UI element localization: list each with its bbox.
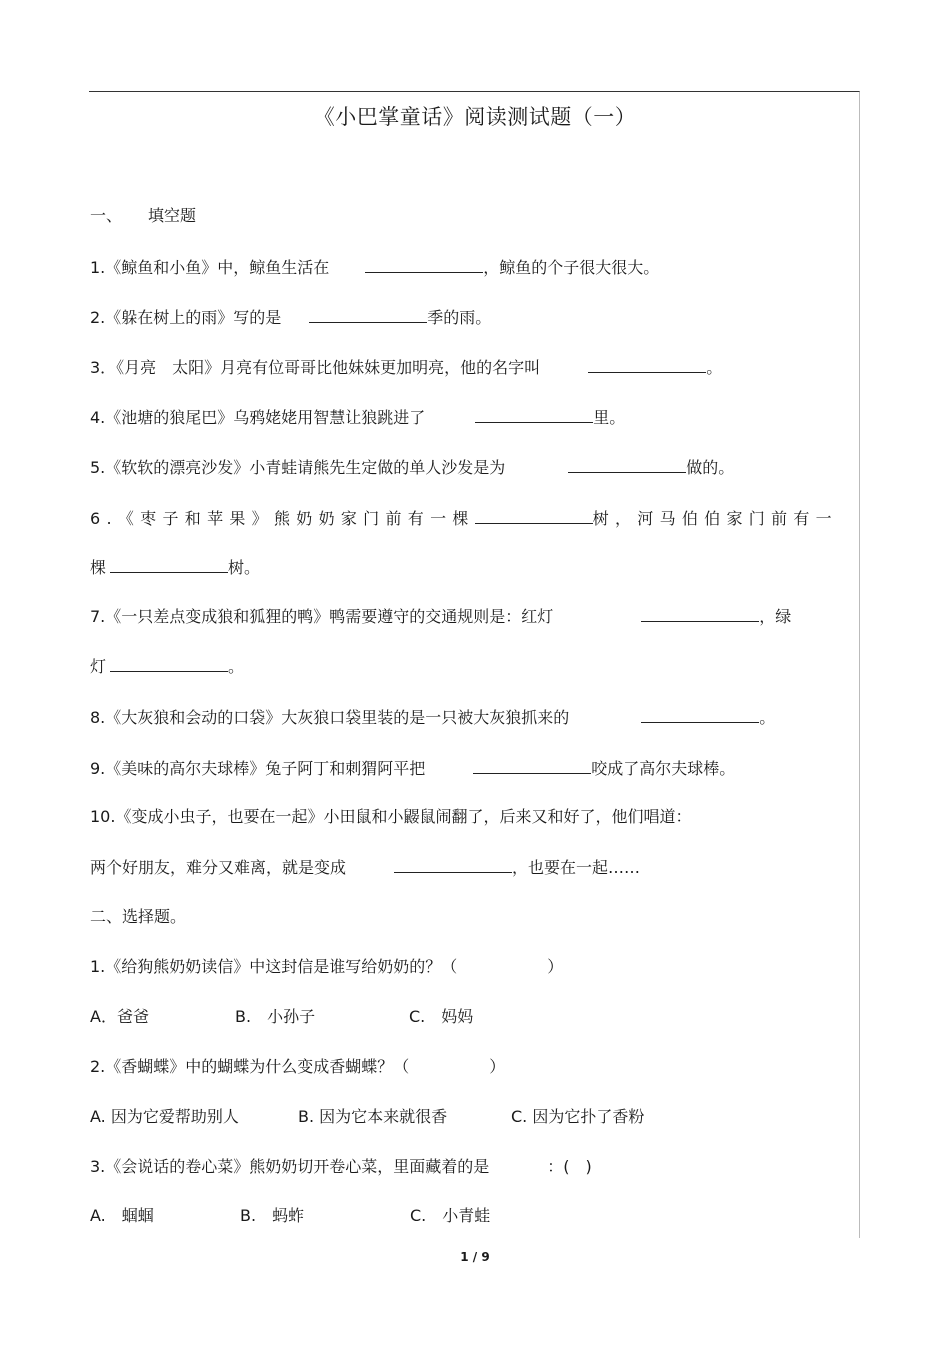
question-text: ） xyxy=(547,957,564,976)
section1-heading-text: 填空题 xyxy=(148,206,197,225)
question-text: 8.《大灰狼和会动的口袋》大灰狼口袋里装的是一只被大灰狼抓来的 xyxy=(90,708,570,727)
question-text: 咬成了高尔夫球棒。 xyxy=(591,759,736,778)
question-text: 9.《美味的高尔夫球棒》兔子阿丁和刺猬阿平把 xyxy=(90,759,426,778)
question-text: 灯 xyxy=(90,657,107,676)
answer-blank[interactable] xyxy=(110,556,228,573)
option-c[interactable]: C. 小青蛙 xyxy=(410,1206,491,1225)
choice-options-3 xyxy=(90,1205,490,1227)
fill-question-7 xyxy=(90,605,791,628)
question-text: 两个好朋友，难分又难离，就是变成 xyxy=(90,858,347,877)
answer-blank[interactable] xyxy=(365,256,483,273)
answer-blank[interactable] xyxy=(475,507,593,524)
page-number: 1 / 9 xyxy=(460,1250,490,1264)
option-b[interactable]: B. 蚂蚱 xyxy=(240,1206,305,1225)
option-a[interactable]: A．爸爸 xyxy=(90,1007,149,1026)
option-c[interactable]: C. 因为它扑了香粉 xyxy=(511,1107,645,1126)
fill-question-6 xyxy=(90,507,838,530)
question-text: 2.《躲在树上的雨》写的是 xyxy=(90,308,282,327)
choice-options-2 xyxy=(90,1106,644,1128)
fill-question-10-line2 xyxy=(90,856,640,879)
fill-question-2 xyxy=(90,306,491,329)
answer-blank[interactable] xyxy=(641,605,759,622)
question-text: 做的。 xyxy=(686,458,735,477)
option-a[interactable]: A. 蝈蝈 xyxy=(90,1206,154,1225)
question-text: ：( ) xyxy=(547,1157,592,1176)
question-text: 。 xyxy=(759,708,776,727)
choice-question-3 xyxy=(90,1156,592,1178)
section2-heading: 二、选择题。 xyxy=(90,907,187,926)
section1-heading xyxy=(90,205,196,227)
answer-blank[interactable] xyxy=(641,706,759,723)
question-text: 季的雨。 xyxy=(427,308,492,327)
choice-options-1 xyxy=(90,1006,473,1028)
question-text: 。 xyxy=(228,657,245,676)
question-text: 6.《枣子和苹果》熊奶奶家门前有一棵 xyxy=(90,509,475,528)
page-title: 《小巴掌童话》阅读测试题（一） xyxy=(313,105,637,129)
answer-blank[interactable] xyxy=(588,356,706,373)
question-text: 树。 xyxy=(228,558,261,577)
question-text: 里。 xyxy=(593,408,626,427)
fill-question-3 xyxy=(90,356,722,379)
option-b[interactable]: B. 小孙子 xyxy=(235,1007,316,1026)
fill-question-7-line2 xyxy=(90,655,244,678)
answer-blank[interactable] xyxy=(475,406,593,423)
question-text: 1.《给狗熊奶奶读信》中这封信是谁写给奶奶的？（ xyxy=(90,957,458,976)
question-text: ，鲸鱼的个子很大很大。 xyxy=(483,258,660,277)
fill-question-6-line2 xyxy=(90,556,260,579)
question-text: ） xyxy=(489,1057,506,1076)
question-text: 10.《变成小虫子，也要在一起》小田鼠和小鼹鼠闹翻了，后来又和好了，他们唱道： xyxy=(90,807,692,826)
question-text: 3.《会说话的卷心菜》熊奶奶切开卷心菜，里面藏着的是 xyxy=(90,1157,490,1176)
fill-question-1 xyxy=(90,256,659,279)
option-b[interactable]: B. 因为它本来就很香 xyxy=(298,1107,448,1126)
question-text: 。 xyxy=(706,358,723,377)
fill-question-4 xyxy=(90,406,625,429)
choice-question-1 xyxy=(90,956,563,978)
section1-heading-num: 一、 xyxy=(90,206,123,225)
question-text: 2.《香蝴蝶》中的蝴蝶为什么变成香蝴蝶？（ xyxy=(90,1057,410,1076)
question-text: 7.《一只差点变成狼和狐狸的鸭》鸭需要遵守的交通规则是：红灯 xyxy=(90,607,554,626)
choice-question-2 xyxy=(90,1056,505,1078)
question-text: 5.《软软的漂亮沙发》小青蛙请熊先生定做的单人沙发是为 xyxy=(90,458,506,477)
fill-question-5 xyxy=(90,456,734,479)
question-text: ，也要在一起…… xyxy=(512,858,641,877)
answer-blank[interactable] xyxy=(568,456,686,473)
answer-blank[interactable] xyxy=(309,306,427,323)
option-a[interactable]: A. 因为它爱帮助别人 xyxy=(90,1107,239,1126)
fill-question-8 xyxy=(90,706,775,729)
question-text: 1.《鲸鱼和小鱼》中，鲸鱼生活在 xyxy=(90,258,330,277)
question-text: 3．《月亮 太阳》月亮有位哥哥比他妹妹更加明亮，他的名字叫 xyxy=(90,358,541,377)
fill-question-9 xyxy=(90,757,735,780)
question-text: 4.《池塘的狼尾巴》乌鸦姥姥用智慧让狼跳进了 xyxy=(90,408,426,427)
answer-blank[interactable] xyxy=(394,856,512,873)
question-text: ，绿 xyxy=(759,607,792,626)
option-c[interactable]: C. 妈妈 xyxy=(409,1007,474,1026)
question-text: 树，河马伯伯家门前有一 xyxy=(592,509,838,528)
answer-blank[interactable] xyxy=(110,655,228,672)
answer-blank[interactable] xyxy=(473,757,591,774)
question-text: 棵 xyxy=(90,558,107,577)
fill-question-10 xyxy=(90,806,691,828)
